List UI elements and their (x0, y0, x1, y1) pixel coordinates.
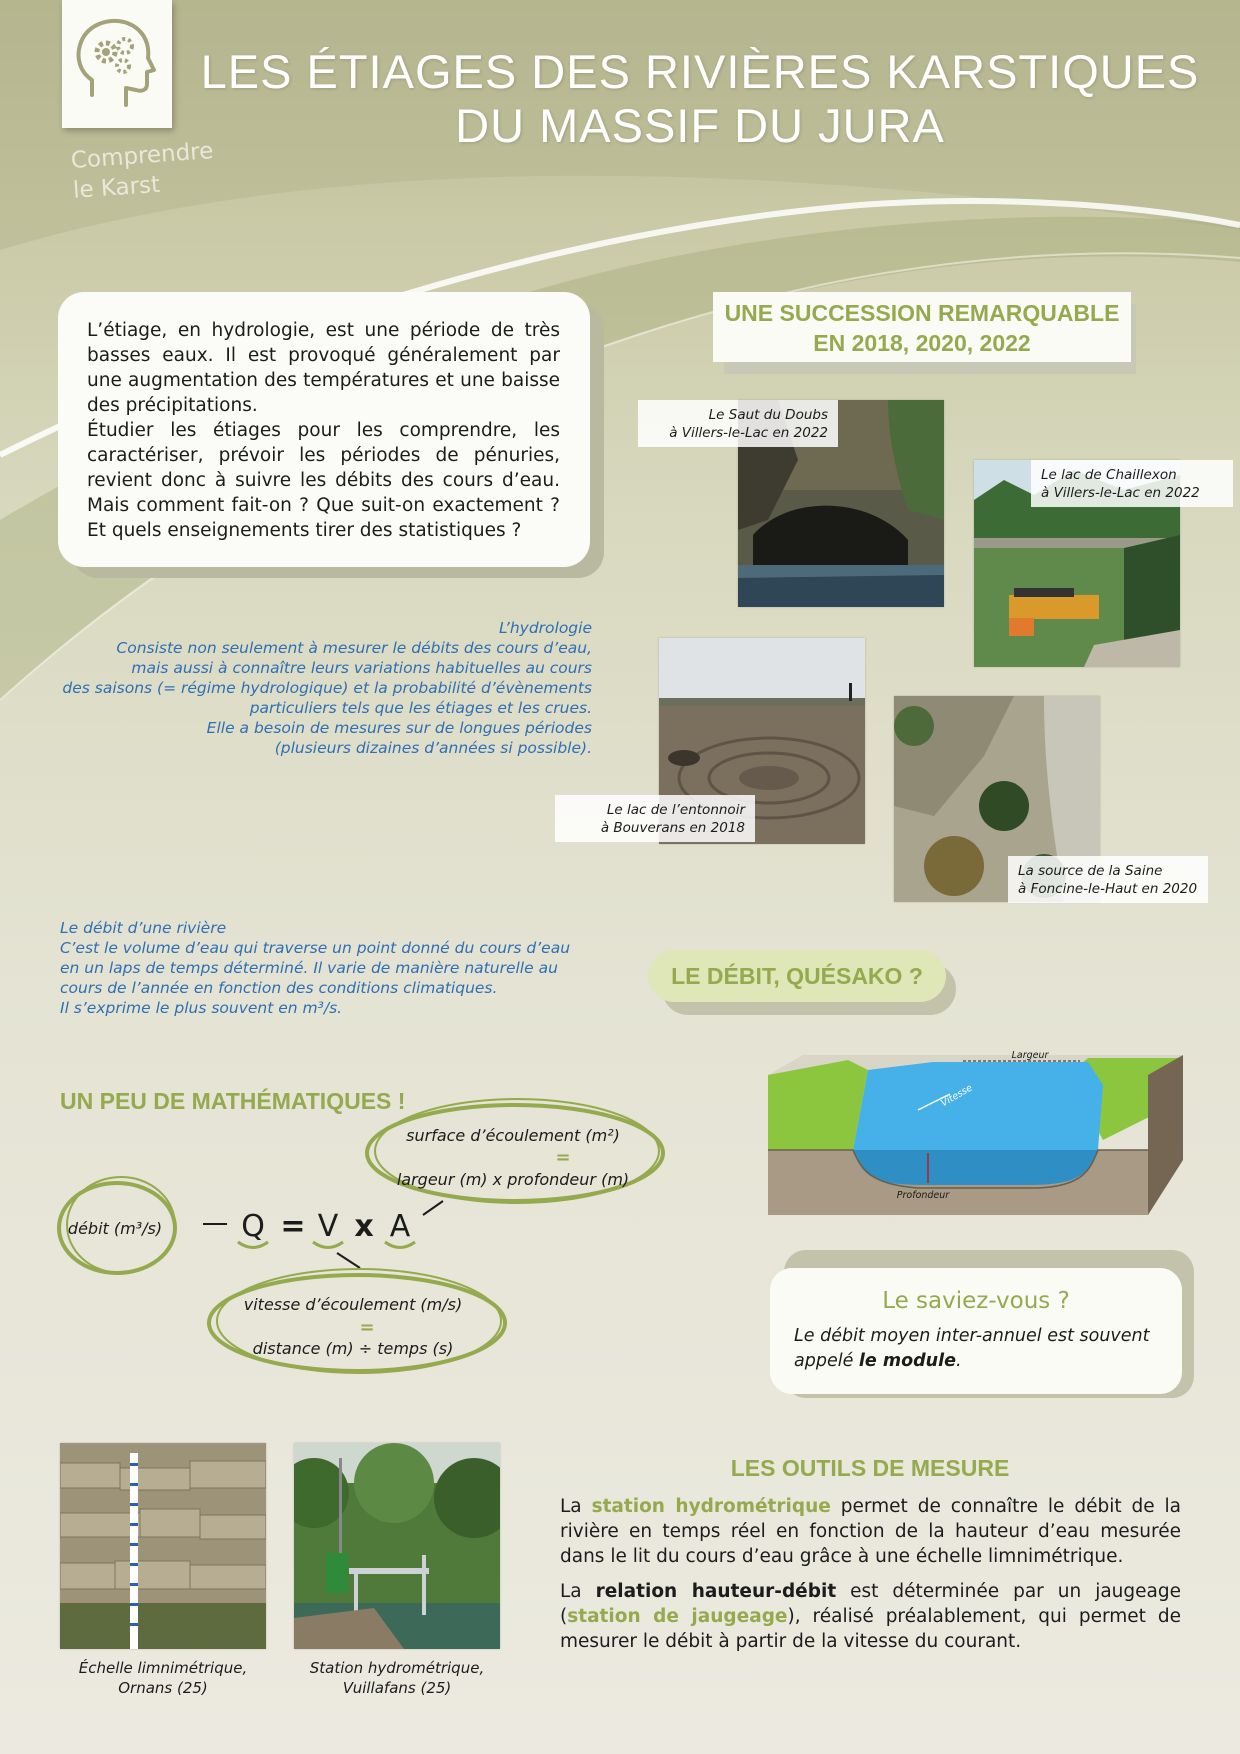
saviez-text-part: Le débit moyen inter-annuel est souvent appelé (794, 1326, 1150, 1371)
hydrologie-line: (plusieurs dizaines d’années si possible). (274, 739, 592, 757)
surface-label: surface d’écoulement (m²) (406, 1126, 620, 1145)
math-title: UN PEU DE MATHÉMATIQUES ! (60, 1088, 406, 1114)
highlight-term: station de jaugeage (567, 1606, 788, 1627)
debit-definition (60, 918, 620, 1018)
vitesse-label: vitesse d’écoulement (m/s) (243, 1295, 463, 1314)
photo-caption (294, 1658, 500, 1698)
photo-caption-line2: à Bouverans en 2018 (600, 820, 745, 836)
photo-caption-line1: Le Saut du Doubs (708, 407, 828, 423)
text-part: permet de connaître le débit de la rivière en temps réel en fonction de la hauteur d’eau mesurée dans le lit du cours d’eau grâce à une échelle limnimétrique. (560, 1496, 1182, 1567)
outils-text (560, 1494, 1181, 1664)
outils-title: LES OUTILS DE MESURE (730, 1455, 1010, 1481)
succession-title-line2: EN 2018, 2020, 2022 (813, 330, 1031, 356)
photo-caption-line2: à Foncine-le-Haut en 2020 (1018, 881, 1198, 897)
vitesse-equals: = (359, 1317, 375, 1338)
hydrologie-line: des saisons (= régime hydrologique) et la probabilité d’évènements (62, 679, 592, 697)
surface-equals: = (555, 1147, 571, 1168)
succession-title (713, 298, 1131, 358)
logo-caption-line1: Comprendre (70, 138, 215, 174)
photo-caption (1031, 460, 1233, 507)
saviez-text-part: . (955, 1351, 962, 1371)
logo-caption-line2: le Karst (72, 171, 161, 204)
formula-q: Q (241, 1209, 265, 1244)
hydrologie-line: Consiste non seulement à mesurer le débits des cours d’eau, (116, 639, 592, 657)
depth-label: Profondeur (896, 1190, 950, 1201)
intro-paragraph-1: L’étiage, en hydrologie, est une période de très basses eaux. Il est provoqué généralement par une augmentation des températures et une baisse des précipitations. (87, 320, 560, 416)
page-title-line2: DU MASSIF DU JURA (455, 99, 945, 152)
station-photo (294, 1443, 500, 1649)
text-part: La (560, 1496, 592, 1517)
photo-caption (60, 1658, 266, 1698)
surface-formula: largeur (m) x profondeur (m) (396, 1170, 630, 1189)
width-label: Largeur (1011, 1050, 1049, 1061)
text-part: ), réalisé préalablement, qui permet de mesurer le débit à partir de la vitesse du courant. (560, 1606, 1181, 1652)
hydrologie-note (60, 618, 592, 758)
succession-title-line1: UNE SUCCESSION REMARQUABLE (724, 300, 1120, 326)
intro-card (58, 292, 590, 567)
outils-paragraph-2 (560, 1579, 1181, 1654)
outils-paragraph-1 (560, 1494, 1181, 1569)
formula-equals: = (280, 1209, 306, 1244)
text-part: La (560, 1581, 596, 1602)
logo-card (62, 0, 172, 128)
saviez-text (794, 1324, 1158, 1374)
highlight-term: station hydrométrique (591, 1496, 831, 1517)
page-title (190, 45, 1210, 153)
photo-caption (1008, 856, 1208, 903)
brain-gears-icon (62, 0, 172, 128)
formula-v: V (317, 1209, 339, 1244)
photo-caption-line2: à Villers-le-Lac en 2022 (1041, 485, 1200, 501)
saviez-title: Le saviez-vous ? (882, 1288, 1070, 1314)
photo-caption (555, 795, 755, 842)
photo-caption-line2: à Villers-le-Lac en 2022 (669, 425, 828, 441)
quesako-title: LE DÉBIT, QUÉSAKO ? (648, 950, 946, 1002)
photo-caption-line1: Station hydrométrique, (309, 1659, 485, 1677)
hydrologie-line: particuliers tels que les étiages et les crues. (249, 699, 592, 717)
debit-label: débit (m³/s) (67, 1219, 163, 1238)
formula-a: A (389, 1209, 411, 1244)
intro-paragraph-2: Étudier les étiages pour les comprendre, les caractériser, prévoir les périodes de pénuries, revient donc à suivre les débits des cours d’eau. Mais comment fait-on ? Que suit-on exactement ? Et quels enseignements tirer des statistiques ? (87, 420, 560, 541)
debit-definition-heading: Le débit d’une rivière (60, 919, 227, 937)
photo-caption-line1: Le lac de l’entonnoir (606, 802, 745, 818)
hydrologie-heading: L’hydrologie (499, 619, 592, 637)
photo-caption (638, 400, 838, 447)
photo-caption-line2: Vuillafans (25) (342, 1679, 452, 1697)
saviez-bold: le module (858, 1351, 956, 1371)
vitesse-formula: distance (m) ÷ temps (s) (252, 1339, 454, 1358)
hydrologie-line: Elle a besoin de mesures sur de longues périodes (206, 719, 592, 737)
debit-definition-line: Il s’exprime le plus souvent en m³/s. (60, 999, 343, 1017)
formula-times: x (354, 1209, 374, 1244)
speed-label: Vitesse (939, 1082, 975, 1110)
text-part: est déterminée par un jaugeage ( (560, 1581, 1181, 1627)
hydrologie-line: mais aussi à connaître leurs variations habituelles au cours (131, 659, 592, 677)
photo-caption-line1: La source de la Saine (1018, 863, 1163, 879)
debit-definition-line: en un laps de temps déterminé. Il varie de manière naturelle au (60, 959, 558, 977)
gauge-scale-photo (60, 1443, 266, 1649)
bold-term: relation hauteur-débit (595, 1581, 837, 1602)
saviez-card (770, 1268, 1182, 1394)
photo-caption-line1: Le lac de Chaillexon (1041, 467, 1177, 483)
debit-definition-line: cours de l’année en fonction des conditions climatiques. (60, 979, 498, 997)
debit-definition-line: C’est le volume d’eau qui traverse un point donné du cours d’eau (60, 939, 571, 957)
formula-diagram (55, 1095, 735, 1395)
channel-diagram (768, 1050, 1183, 1220)
photo-caption-line2: Ornans (25) (118, 1679, 208, 1697)
photo-caption-line1: Échelle limnimétrique, (78, 1659, 248, 1677)
page-title-line1: LES ÉTIAGES DES RIVIÈRES KARSTIQUES (200, 45, 1200, 98)
